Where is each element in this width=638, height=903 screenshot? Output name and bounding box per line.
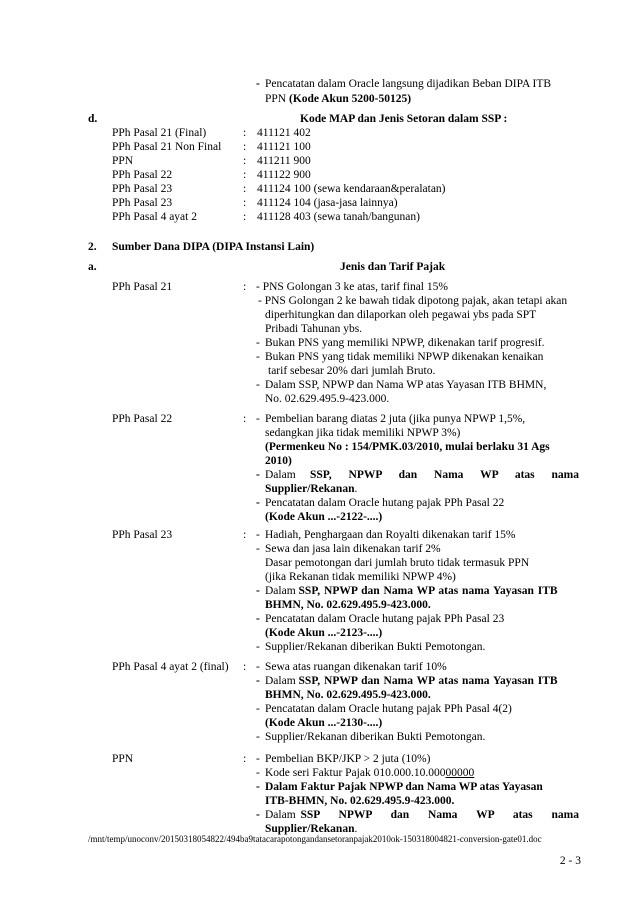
kode-map-value: 411211 900 [257, 155, 311, 167]
section-a-letter: a. [88, 261, 97, 273]
footer-file-path: /mnt/temp/unoconv/20150318054822/494ba9tatacarapotongandansetoranpajak2010ok-150318004821-conversion-gate01.doc [88, 834, 542, 844]
bullet-dash: - [256, 543, 260, 555]
kode-map-label: PPh Pasal 23 [112, 197, 173, 209]
bullet-dash: - [256, 675, 260, 687]
kode-map-label: PPh Pasal 23 [112, 183, 173, 195]
pph23-bullet-2-cont: (jika Rekanan tidak memiliki NPWP 4%) [265, 571, 456, 583]
section-d-letter: d. [88, 113, 98, 125]
bullet-dash: - [256, 753, 260, 765]
bullet-dash: - [256, 351, 260, 363]
bullet-dash: - [256, 767, 260, 779]
bullet-dash: - [256, 469, 260, 481]
kode-map-value: 411124 104 (jasa-jasa lainnya) [257, 197, 398, 209]
pph21-label: PPh Pasal 21 [112, 281, 173, 293]
pph23-bullet-2: Sewa dan jasa lain dikenakan tarif 2% [265, 543, 441, 555]
pph21-colon: : [243, 281, 247, 293]
bullet-dash: - [256, 585, 260, 597]
pph4-bullet-4: Supplier/Rekanan diberikan Bukti Pemotongan. [265, 731, 486, 743]
ppn-bullet-2: Kode seri Faktur Pajak 010.000.10.00000000 [265, 767, 475, 779]
pph21-bullet-2-cont: diperhitungkan dan dilaporkan oleh pegawai ybs pada SPT [265, 309, 537, 321]
pph22-label: PPh Pasal 22 [112, 413, 173, 425]
kode-map-label: PPh Pasal 21 (Final) [112, 127, 207, 139]
kode-map-value: 411122 900 [257, 169, 311, 181]
pph4-bullet-2-cont: BHMN, No. 02.629.495.9-423.000. [265, 689, 431, 701]
bullet-dash: - [256, 703, 260, 715]
pph21-bullet-2-cont: Pribadi Tahunan ybs. [265, 323, 363, 335]
pph23-bullet-2-cont: Dasar pemotongan dari jumlah bruto tidak termasuk PPN [265, 557, 530, 569]
kode-map-sep: : [243, 141, 247, 153]
pph21-bullet-1: - PNS Golongan 3 ke atas, tarif final 15% [256, 281, 448, 293]
pph4-bullet-1: Sewa atas ruangan dikenakan tarif 10% [265, 661, 447, 673]
pph22-bullet-3: Pencatatan dalam Oracle hutang pajak PPh Pasal 22 [265, 497, 505, 509]
pph23-bullet-3-cont: BHMN, No. 02.629.495.9-423.000. [265, 599, 431, 611]
kode-map-label: PPh Pasal 21 Non Final [112, 141, 222, 153]
kode-map-sep: : [243, 211, 247, 223]
ppn-label: PPN [112, 753, 134, 765]
kode-map-sep: : [243, 127, 247, 139]
pph23-label: PPh Pasal 23 [112, 529, 173, 541]
kode-map-label: PPh Pasal 4 ayat 2 [112, 211, 197, 223]
pph21-bullet-5: Dalam SSP, NPWP dan Nama WP atas Yayasan ITB BHMN, [265, 379, 547, 391]
pph23-bullet-3: Dalam SSP, NPWP dan Nama WP atas nama Yayasan ITB [265, 585, 558, 597]
pph22-permenkeu-year: 2010) [265, 455, 292, 467]
kode-map-value: 411128 403 (sewa tanah/bangunan) [257, 211, 420, 223]
top-bullet: - [256, 78, 260, 90]
kode-map-sep: : [243, 197, 247, 209]
pph21-bullet-2: - PNS Golongan 2 ke bawah tidak dipotong pajak, akan tetapi akan [258, 295, 568, 307]
page-number: 2 - 3 [559, 855, 581, 867]
bullet-dash: - [256, 413, 260, 425]
kode-map-value: 411121 100 [257, 141, 311, 153]
section-2-number: 2. [88, 241, 97, 253]
bullet-dash: - [256, 497, 260, 509]
ppn-colon: : [243, 753, 247, 765]
pph22-bullet-2-cont: Supplier/Rekanan. [265, 483, 358, 495]
pph23-bullet-4: Pencatatan dalam Oracle hutang pajak PPh Pasal 23 [265, 613, 505, 625]
pph4-label: PPh Pasal 4 ayat 2 (final) [112, 661, 229, 673]
section-d-heading: Kode MAP dan Jenis Setoran dalam SSP : [300, 113, 508, 125]
pph22-bullet-1: Pembelian barang diatas 2 juta (jika punya NPWP 1,5%, [265, 413, 526, 425]
kode-map-value: 411121 402 [257, 127, 311, 139]
pph21-bullet-5-cont: No. 02.629.495.9-423.000. [265, 393, 390, 405]
bullet-dash: - [256, 809, 260, 821]
top-bullet-line1: Pencatatan dalam Oracle langsung dijadikan Beban DIPA ITB [265, 78, 552, 90]
ppn-bullet-3-cont: ITB-BHMN, No. 02.629.495.9-423.000. [265, 795, 455, 807]
bullet-dash: - [256, 641, 260, 653]
kode-map-label: PPh Pasal 22 [112, 169, 173, 181]
pph4-bullet-2: Dalam SSP, NPWP dan Nama WP atas nama Yayasan ITB [265, 675, 558, 687]
pph23-bullet-5: Supplier/Rekanan diberikan Bukti Pemotongan. [265, 641, 486, 653]
bullet-dash: - [256, 613, 260, 625]
bullet-dash: - [256, 661, 260, 673]
kode-map-sep: : [243, 169, 247, 181]
pph23-bullet-1: Hadiah, Penghargaan dan Royalti dikenakan tarif 15% [265, 529, 516, 541]
kode-map-value: 411124 100 (sewa kendaraan&peralatan) [257, 183, 446, 195]
kode-map-label: PPN [112, 155, 134, 167]
pph22-bullet-1-cont: sedangkan jika tidak memiliki NPWP 3%) [265, 427, 461, 439]
pph23-kode-akun: (Kode Akun ...-2123-....) [265, 627, 383, 639]
bullet-dash: - [256, 379, 260, 391]
kode-map-sep: : [243, 183, 247, 195]
pph22-colon: : [243, 413, 247, 425]
pph21-bullet-4: Bukan PNS yang tidak memiliki NPWP dikenakan kenaikan [265, 351, 544, 363]
kode-map-sep: : [243, 155, 247, 167]
section-a-heading: Jenis dan Tarif Pajak [340, 261, 446, 273]
ppn-bullet-4: Dalam SSP NPWP dan Nama WP atas nama [265, 809, 579, 821]
bullet-dash: - [256, 731, 260, 743]
ppn-bullet-3: Dalam Faktur Pajak NPWP dan Nama WP atas Yayasan [265, 781, 543, 793]
ppn-bullet-4-cont: Supplier/Rekanan. [265, 823, 358, 835]
pph22-kode-akun: (Kode Akun ...-2122-....) [265, 511, 383, 523]
pph21-bullet-3: Bukan PNS yang memiliki NPWP, dikenakan tarif progresif. [265, 337, 545, 349]
ppn-bullet-1: Pembelian BKP/JKP > 2 juta (10%) [265, 753, 431, 765]
bullet-dash: - [256, 529, 260, 541]
top-bullet-line2: PPN (Kode Akun 5200-50125) [265, 93, 412, 105]
pph4-bullet-3: Pencatatan dalam Oracle hutang pajak PPh Pasal 4(2) [265, 703, 512, 715]
pph22-bullet-2: Dalam SSP, NPWP dan Nama WP atas nama [265, 469, 579, 481]
pph23-colon: : [243, 529, 247, 541]
bullet-dash: - [256, 781, 260, 793]
bullet-dash: - [256, 337, 260, 349]
pph22-permenkeu: (Permenkeu No : 154/PMK.03/2010, mulai berlaku 31 Ags [265, 441, 550, 453]
pph4-kode-akun: (Kode Akun ...-2130-....) [265, 717, 383, 729]
pph21-bullet-4-cont: tarif sebesar 20% dari jumlah Bruto. [268, 365, 436, 377]
pph4-colon: : [243, 661, 247, 673]
section-2-heading: Sumber Dana DIPA (DIPA Instansi Lain) [112, 241, 315, 253]
